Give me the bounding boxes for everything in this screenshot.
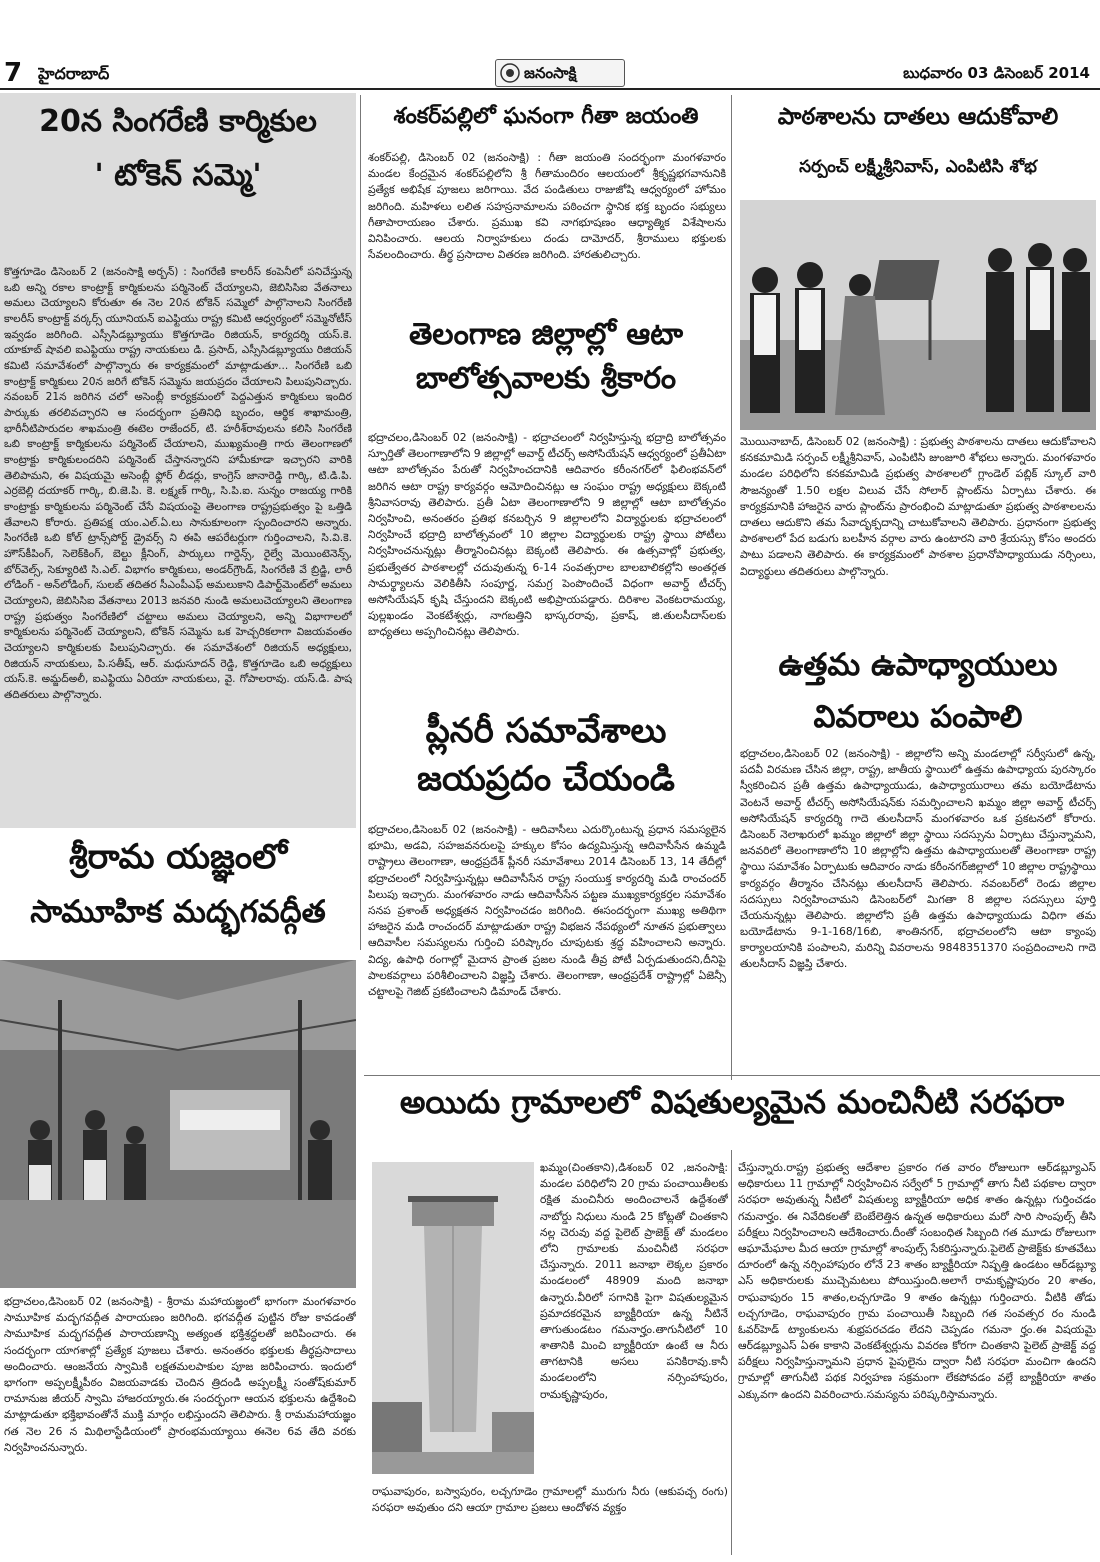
masthead-rule: [0, 88, 1100, 90]
photo-water-tank: [372, 1162, 534, 1474]
masthead-date: బుధవారం 03 డిసెంబర్ 2014: [903, 64, 1090, 82]
headline-balotsavam-line2: బాలోత్సవాలకు శ్రీకారం: [415, 362, 677, 396]
headline-teachers-line1: ఉత్తమ ఉపాధ్యాయులు: [778, 648, 1058, 683]
headline-srirama-line2: సామూహిక మద్భగవద్గీత: [30, 895, 326, 930]
article-body-water-col2: చేస్తున్నారు.రాష్ట్ర ప్రభుత్వ ఆదేశాల ప్రకారం గత వారం రోజులుగా ఆర్‌డబ్ల్యూఎస్ అధికారులు 11 గ్రామాల్లో నిర్వహించిన సర్వేలో 5 గ్రామాల్లో తాగు నీటి పథకాల ద్వారా సరఫరా అవుతున్న నీటిలో విషతుల్య బ్యాక్టీరియా అధిక శాతం ఉన్నట్లు గుర్తించడం గమనార్హం. ఈ నివేదికలతో బెంబేలెత్తిన ఉన్నత అధికారులు మరో సారి సాంపుల్స్ తీసి పరీక్షలు నిర్వహించాలని ఆదేశించారు.దీంతో సంబంధిత సిబ్బంది గత మూడు రోజులుగా ఆఘామేఘాల మీద ఆయా గ్రామాల్లో శాంపుల్స్ సేకరిస్తున్నారు.పైలెట్ ప్రాజెక్ట్‌కు కూతవేటు దూరంలో ఉన్న నర్సింహాపురం లోనే 23 శాతం బ్యాక్టీరియా నిష్పత్తి ఉండటం ఆర్‌డబ్ల్యూ ఎస్ అధికారులకు ముచ్చెమటలు పోయిస్తుంది.అలాగే రామకృష్ణాపురం 20 శాతం, రాఘవాపురం 15 శాతం,లచ్చగూడెం 9 శాతం ఉన్నట్లు గుర్తించారు. వీటికి తోడు లచ్చగూడెం, రాఘవాపురం గ్రామ పంచాయితీ సిబ్బంది గత సంవత్సర రం నుండి ఓవర్‌హెడ్ ట్యాంకులను శుభ్రపరచడం లేదని చెప్పడం గమనా ర్హం.ఈ విషయమై ఆర్‌డబ్ల్యూఎస్ ఏఈ కాకాని వెంకటేశ్వర్లును వివరణ కోరగా చింతకాని పైలెట్ ప్రాజెక్ట్ వద్ద పరీక్షలు నిర్వహిస్తున్నామని ప్రధాన పైపులైను ద్వారా నీటి సరఫరా మంచిగా ఉందని గ్రామాల్లో తాగునీటి పథక నిర్వహణ సక్రమంగా లేకపోవడం వల్లే బ్యాక్టీరియా శాతం ఎక్కువగా ఉందని వివరించారు.సమస్యను పరిష్కరిస్తామన్నారు.: [738, 1161, 1096, 1401]
article-body-balotsavam: భద్రాచలం,డిసెంబర్ 02 (జనంసాక్షి) - భద్రాచలంలో నిర్వహిస్తున్న భద్రాద్రి బాలోత్సవం స్ఫూర్తితో తెలంగాణాలోని 9 జిల్లాల్లో అవార్డ్ టీచర్స్ అసోసియేషన్ ఆధ్వర్యంలో ప్రతీఏటా ఆటా బాలోత్సవం పేరుతో నిర్వహించదానికి ఆదివారం కరీంనగర్‌లో ఫిలింభవన్‌లో జరిగిన ఆటా రాష్ట్ర కార్యవర్గం ఆమోదించినట్లు ఆ సంఘం రాష్ట్ర అధ్యక్షులు బెక్కంటి శ్రీనివాసరావు తెలిపారు. ప్రతీ ఏటా తెలంగాణాలోని 9 జిల్లాల్లో ఆటా బాలోత్సవం నిర్వహించి, అనంతరం ప్రతిభ కనబర్చిన 9 జిల్లాలలోని విద్యార్థులకు భద్రాచలంలో నిర్వహించే భద్రాద్రి బాలోత్సవంలో 10 జిల్లాల విద్యార్థులకు రాష్ట్ర స్థాయి పోటీలు నిర్వహించనున్నట్లు తీర్మానించినట్లు బెక్కంటి తెలిపారు. ఈ ఉత్సవాల్లో ప్రభుత్వ, ప్రభుత్వేతర పాఠశాలల్లో చదువుతున్న 6-14 సంవత్సరాల బాలబాలికల్లోని అంతర్గత సామర్థ్యాలను వెలికితీసి సంపూర్ణ, సమగ్ర పెంపొందించే విధంగా అవార్డ్ టీచర్స్ అసోసియేషన్ కృషి చేస్తుందని బెక్కంటి అభిప్రాయపడ్డారు. దిరిశాల వెంకటరామయ్య, పుల్లఖండం వెంకటేశ్వర్లు, నాగబత్తిని భాస్కరరావు, ప్రకాష్, జి.తులసీదాస్‌లకు బాధ్యతలు అప్పగించినట్లు తెలిపారు.: [368, 431, 726, 639]
logo-text: జనంసాక్షి: [524, 64, 577, 82]
column-divider: [731, 1150, 732, 1555]
article-body-srirama: భద్రాచలం,డిసెంబర్ 02 (జనంసాక్షి) - శ్రీరామ మహాయజ్ఞంలో భాగంగా మంగళవారం సామూహిక మద్భగవద్గీత పారాయణం జరిగింది. భగవద్గీత పుట్టిన రోజు కావడంతో సామూహిక మద్భగవద్గీత పారాయణాన్ని అత్యంత భక్తిశ్రద్ధలతో జరిపించారు. ఈ సందర్భంగా యాగశాల్లో ప్రత్యేక పూజలు చేశారు. అనంతరం భక్తులకు తీర్థప్రసాదాలు అందించారు. ఆంజనేయ స్వామికి లక్షతమలపాకుల పూజ జరిపించారు. ఇందులో భాగంగా అప్పలక్ష్మీపీఠం విజయవాడకు చెందిన త్రిదండి అప్పలక్ష్మీ సంతోష్‌కుమార్ రామానుజ జీయర్ స్వామి హాజరయ్యారు.ఈ సందర్భంగా ఆయన భక్తులను ఉద్దేశించి మాట్లాడుతూ భక్తిభావంతోనే ముక్తి మార్గం లభిస్తుందని తెలిపారు. శ్రీ రామమహాయజ్ఞం గత నెల 26 న మిథిలాస్టేడియంలో ప్రారంభమయ్యాయి ఈనెల 6వ తేది వరకు నిర్వహించనున్నారు.: [4, 1295, 356, 1454]
column-divider: [360, 95, 361, 950]
headline-singareni-line2: ' టోకెన్ సమ్మె': [94, 159, 262, 193]
article-body-teachers: భద్రాచలం,డిసెంబర్ 02 (జనంసాక్షి) - జిల్లాలోని అన్ని మండలాల్లో సర్వీసులో ఉన్న, పదవీ విరమణ చేసిన జిల్లా, రాష్ట్ర, జాతీయ స్థాయిలో ఉత్తమ ఉపాధ్యాయ పురస్కారం స్వీకరించిన ప్రతీ ఉత్తమ ఉపాధ్యాయుడు, ఉపాధ్యాయురాలు తమ బయోడేటాను వెంటనే అవార్డ్ టీచర్స్ అసోసియేషన్‌కు సమర్పించాలని ఖమ్మం జిల్లా అవార్డ్ టీచర్స్ అసోసియేషన్ కార్యదర్శి గాదె తులసీదాస్ మంగళవారం ఒక ప్రకటనలో కోరారు. డిసెంబర్ నెలాఖరులో ఖమ్మం జిల్లాలో జిల్లా స్థాయి సదస్సును ఏర్పాటు చేస్తున్నామని, జనవరిలో తెలంగాణాలోని 10 జిల్లాల్లోని ఉత్తమ ఉపాధ్యాయులతో తెలంగాణా రాష్ట్ర స్థాయి సమావేశం ఏర్పాటుకు ఆదివారం నాడు కరీంనగర్‌జిల్లాలో 10 జిల్లాల రాష్ట్రస్థాయి కార్యవర్గం తీర్మానం చేసినట్లు తులసీదాస్ తెలిపారు. నవంబర్‌లో రెండు జిల్లాల సదస్సులు నిర్వహించామని డిసెంబర్‌లో మిగతా 8 జిల్లాల సదస్సులు పూర్తి చేయనున్నట్లు తెలిపారు. జిల్లాలోని ప్రతీ ఉత్తమ ఉపాధ్యాయుడు విధిగా తమ బయోడేటాను 9-1-168/16బి, శాంతినగర్, భద్రాచలంలోని ఆటా క్యాంపు కార్యాలయానికి పంపాలని, మరిన్ని వివరాలను 9848351370 సంప్రదించాలని గాదె తులసీదాస్ విజ్ఞప్తి చేశారు.: [740, 747, 1096, 971]
page-number: 7: [4, 58, 23, 88]
headline-srirama-line1: శ్రీరామ యజ్ఞంలో: [68, 838, 288, 877]
article-body-plenary: భద్రాచలం,డిసెంబర్ 02 (జనంసాక్షి) - ఆదివాసీలు ఎదుర్కొంటున్న ప్రధాన సమస్యలైన భూమి, అడవి, సహజవనరులపై హక్కుల కోసం ఉద్యమిస్తున్న ఆదివాసీసేన ఉమ్మడి రాష్ట్రాలు తెలంగాణా, ఆంధ్రప్రదేశ్ ప్లీనరీ సమావేశాలు 2014 డిసెంబర్ 13, 14 తేదీల్లో భద్రాచలంలో నిర్వహిస్తున్నట్లు ఆదివాసీసేన రాష్ట్ర సంయుక్త కార్యదర్శి మడి రాంచందర్ పిలుపు ఇచ్చారు. మంగళవారం నాడు ఆదివాసీసేన పట్టణ ముఖ్యకార్యకర్తల సమావేశం సనప ప్రశాంత్ అధ్యక్షతన నిర్వహించడం జరిగింది. ఈసందర్భంగా ముఖ్య అతిథిగా హాజరైన మడి రాంచందర్ మాట్లాడుతూ రాష్ట్ర విభజన నేపథ్యంలో నూతన ప్రభుత్వాలు ఆదివాసీల సమస్యలను గుర్తించి పరిష్కారం చూపుటకు శ్రద్ధ వహించాలని అన్నారు. విద్య, ఉపాధి రంగాల్లో మైదాన ప్రాంత ప్రజల నుండి తీవ్ర పోటీ ఏర్పడుతుందని,దీనిపై పాలకవర్గాలు పరిశీలించాలని విజ్ఞప్తి చేశారు. తెలంగాణా, ఆంధ్రప్రదేశ్ రాష్ట్రాల్లో ఏజెన్సీ చట్టాలపై గెజిట్ ప్రకటించాలని డిమాండ్ చేశారు.: [368, 823, 726, 998]
headline-schools: పాఠశాలను దాతలు ఆదుకోవాలి: [777, 104, 1059, 130]
headline-singareni-line1: 20న సింగరేణి కార్మికుల: [39, 105, 317, 139]
masthead-city: హైదరాబాద్: [38, 64, 110, 83]
logo-emblem-icon: [499, 62, 521, 84]
column-divider: [731, 95, 732, 1080]
article-body-singareni: కొత్తగూడెం డిసెంబర్ 2 (జనంసాక్షి అర్బన్) : సింగరేణి కాలరీస్ కంపెనీలో పనిచేస్తున్న ఒబి అన్ని రకాల కాంట్రాక్ట్ కార్మికులను పర్మినెంట్ చేయ్యాలని, జెబిసిసిఐ వేతనాలు అమలు చెయ్యాలని కోరుతూ ఈ నెల 20న టోకెన్ సమ్మెలో పాల్గొనాలని సింగరేణి కాలరీస్ కాంట్రాక్ట్ వర్కర్స్ యూనియన్ ఐఎఫ్టియు రాష్ట్ర కమిటి ఆధ్వర్యంలో సమ్మెనోటీస్ ఇవ్వడం జరిగింది. ఎస్సీసిడబ్ల్యూయు కొత్తగూడెం రిజియన్, కార్యదర్శి యస్.కె. యాకూబ్ షావలి ఐఎఫ్టియు రాష్ట్ర నాయకులు డి. ప్రసాద్, ఎస్సీసిడబ్ల్యూయు రిజియన్ కమిటి సమావేశంలో పాల్గొన్నారు ఈ కార్యక్రమంలో మాట్లాడుతూ... సింగరేణి ఒబి కాంట్రాక్ట్ కార్మికులు 20న జరిగే టోకెన్ సమ్మెను జయప్రదం చేయాలని పిలుపునిచ్చారు. నవంబర్ 21న జరిగిన చలో అసెంబ్లీ కార్యక్రమంలో పెద్దఎత్తున కార్మికులు ఇందిర పార్కుకు తరలివచ్చారని ఆ సందర్భంగా ప్రతినిధి బృందం, ఆర్థిక శాఖామంత్రి, భారీనీటిపారుదల శాఖమంత్రి ఈటెల రాజేందర్, టి. హరీశ్‌రావులను కలిసి సింగరేణి ఒబి కాంట్రాక్ట్ కార్మికులను పర్మినెంట్ చేయాలని, ముఖ్యమంత్రి గారు తెలంగాణలో కాంట్రాక్టు కార్మికులందరిని పర్మినెంట్ చేస్తానన్నారని హామీకూడా ఇచ్చారని వారికి తెలిపామని, ఈ విషయమై అసెంబ్లీ ఫ్లోర్ లీడర్లు, కాంగ్రెస్ జానారెడ్డి గార్కి, టి.డి.పి. ఎర్రబెల్లి దయాకర్ గార్కి, బి.జె.పి. కె. లక్ష్మణ్ గార్కి, సి.పి.ఐ. సున్నం రాజయ్య గారికి కాంట్రాక్టు కార్మికులను పర్మినెంట్ చేసే విషయంపై తెలంగాణ రాష్ట్రప్రభుత్వం పై ఒత్తిడి తేవాలని కోరారు. ప్రతిపక్ష యం.ఎల్.ఏ.లు సానుకూలంగా స్పందించారని అన్నారు. సింగరేణి ఒబి కోల్ ట్రాన్స్‌పోర్ట్ డ్రైవర్స్ ని ఈపి ఆపరేటర్లుగా గుర్తించాలని, సి.వి.కె. హౌస్‌కీపింగ్, సెలెక్‌కింగ్, బెల్టు క్లీనింగ్, పార్కులు గార్డెన్స్, రైల్వే మెయింటెనెన్స్, బోర్‌వెల్స్, సెక్యూరిటి సి.ఎల్. విభాగం కార్మికులు, అండర్‌గ్రౌండ్, సింగరేణి వే బ్రిడ్జి, లారీ లోడింగ్ - అన్‌లోడింగ్, సులబ్ తదితర సీఎంపీఎఫ్ అమలుకాని డిపార్ట్‌మెంట్‌లో అమలు చెయ్యాలని, జెబిసిసిఐ వేతనాలు 2013 జనవరి నుండి అమలుచెయ్యాలని తెలంగాణ రాష్ట్ర ప్రభుత్వం సింగరేణిలో చట్టాలు అమలు చెయ్యాలని, అన్ని విభాగాలలో కార్మికులను పర్మినెంట్ చెయ్యాలని, టోకెన్ సమ్మెను ఒక హెచ్చరికలాగా విజయవంతం చెయ్యాలని కార్మికులకు పిలుపునిచ్చారు. ఈ సమావేశంలో రిజియన్ అధ్యక్షులు, రిజియన్ నాయకులు, పి.సతీష్, ఆర్. మధుసూదన్ రెడ్డి, కొత్తగూడెం ఒబి అధ్యక్షులు యస్.కె. అమ్జద్‌అలీ, ఐఎఫ్టియు ఏరియా నాయకులు, వై. గోపాలరావు. యస్.డి. పాష తదితరులు పాల్గొన్నారు.: [4, 266, 352, 702]
photo-school-solar-plant: [740, 200, 1096, 430]
headline-teachers-line2: వివరాలు పంపాలి: [813, 700, 1023, 735]
article-body-gita: శంకర్‌పల్లి, డిసెంబర్ 02 (జనంసాక్షి) : గీతా జయంతి సందర్భంగా మంగళవారం మండల కేంద్రమైన శంకర్‌పల్లిలోని శ్రీ గీతామందిరం ఆలయంలో శ్రీకృష్ణభగవానునికి ప్రత్యేక అభిషేక పూజలు జరిగాయి. వేద పండితులు రాజుజోషి ఆధ్వర్యంలో హోమం జరిగింది. మహిళలు లలిత సహస్రనామాలను పఠించగా స్థానిక భక్త బృందం సభ్యులు గీతాపారాయణం చేశారు. ప్రముఖ కవి నాగభూషణం ఆధ్యాత్మిక విశేషాలను వినిపించారు. ఆలయ నిర్వాహకులు దండు దామోదర్, శ్రీరాములు భక్తులకు సేవలందించారు. తీర్థ ప్రసాదాల వితరణ జరిగింది. హారతులిచ్చారు.: [368, 151, 726, 262]
subheadline-schools: సర్పంచ్ లక్ష్మీశ్రీనివాస్, ఎంపిటిసి శోభ: [799, 158, 1037, 177]
headline-water: అయిదు గ్రామాలలో విషతుల్యమైన మంచినీటి సరఫరా: [399, 1084, 1065, 1121]
masthead-logo: [495, 59, 625, 87]
article-singareni: [0, 93, 356, 828]
masthead: [0, 58, 1100, 88]
section-rule: [364, 1075, 1100, 1076]
photo-srirama-yagnam: [0, 960, 356, 1288]
headline-plenary-line1: ప్లీనరీ సమావేశాలు: [425, 712, 667, 751]
article-body-schools: మొయినాబాద్, డిసెంబర్ 02 (జనంసాక్షి) : ప్రభుత్వ పాఠశాలను దాతలు ఆదుకోవాలని కనకమామిడి సర్పంచ్ లక్ష్మీశ్రీనివాస్, ఎంపిటిసి జుంజూరి శోభలు అన్నారు. మంగళవారం మండల పరిధిలోని కనకమామిడి ప్రభుత్వ పాఠశాలలో గ్లాండెల్ పబ్లిక్ స్కూల్ వారి సౌజన్యంతో 1.50 లక్షల విలువ చేసే సోలార్ ప్లాంట్‌ను ఏర్పాటు చేశారు. ఈ కార్యక్రమానికి హాజరైన వారు ప్లాంట్‌ను ప్రారంభించి మాట్లాడుతూ ప్రభుత్వ పాఠశాలలను దాతలు ఆదుకొని తమ సేవాదృక్పదాన్ని చాటుకోవాలని తెలిపారు. ప్రధానంగా ప్రభుత్వ పాఠశాలలో పేద బడుగు బలహీన వర్గాల వారు ఉంటారని వారి శ్రేయస్సు కోసం అందరు పాటు పడాలని తెలిపారు. ఈ కార్యక్రమంలో పాఠశాల ప్రధానోపాధ్యాయుడు నర్సింలు, విద్యార్థులు తదితరులు పాల్గొన్నారు.: [740, 435, 1096, 578]
headline-gita: శంకర్‌పల్లిలో ఘనంగా గీతా జయంతి: [393, 104, 699, 129]
article-body-water-col1: ఖమ్మం(చింతకాని),డిశంబర్ 02 ,జనంసాక్షి: మండల పరిధిలోని 20 గ్రామ పంచాయితీలకు రక్షిత మంచినీరు అందించాలనే ఉద్దేశంతో నాబోర్డు నిధులు నుండి 25 కోట్లతో చింతకాని నల్ల చెరువు వద్ద పైలెట్ ప్రాజెక్ట్ తో మండలం లోని గ్రామాలకు మంచినీటి సరఫరా చేస్తున్నారు. 2011 జనాభా లెక్కల ప్రకారం మండలంలో 48909 మంది జనాభా ఉన్నారు.వీరిలో సగానికి పైగా విషతుల్యమైన ప్రమాదకరమైన బ్యాక్టీరియా ఉన్న నీటినే తాగుతుండటం గమనార్హం.తాగునీటిలో 10 శాతానికి మించి బ్యాక్టీరియా ఉంటే ఆ నీరు తాగటానికి అసలు పనికిరావు.కానీ మండలంలోని నర్సింహాపురం, రామకృష్ణాపురం,: [540, 1161, 728, 1401]
headline-plenary-line2: జయప్రదం చేయండి: [417, 760, 675, 799]
article-body-water-col1-cont: రాఘవాపురం, బస్వాపురం, లచ్చగూడెం గ్రామాలల్లో మురుగు నీరు (ఆకుపచ్చ రంగు) సరఫరా అవుతుం దని ఆయా గ్రామాల ప్రజలు ఆందోళన వ్యక్తం: [372, 1485, 728, 1515]
headline-balotsavam-line1: తెలంగాణ జిల్లాల్లో ఆటా: [408, 318, 684, 352]
